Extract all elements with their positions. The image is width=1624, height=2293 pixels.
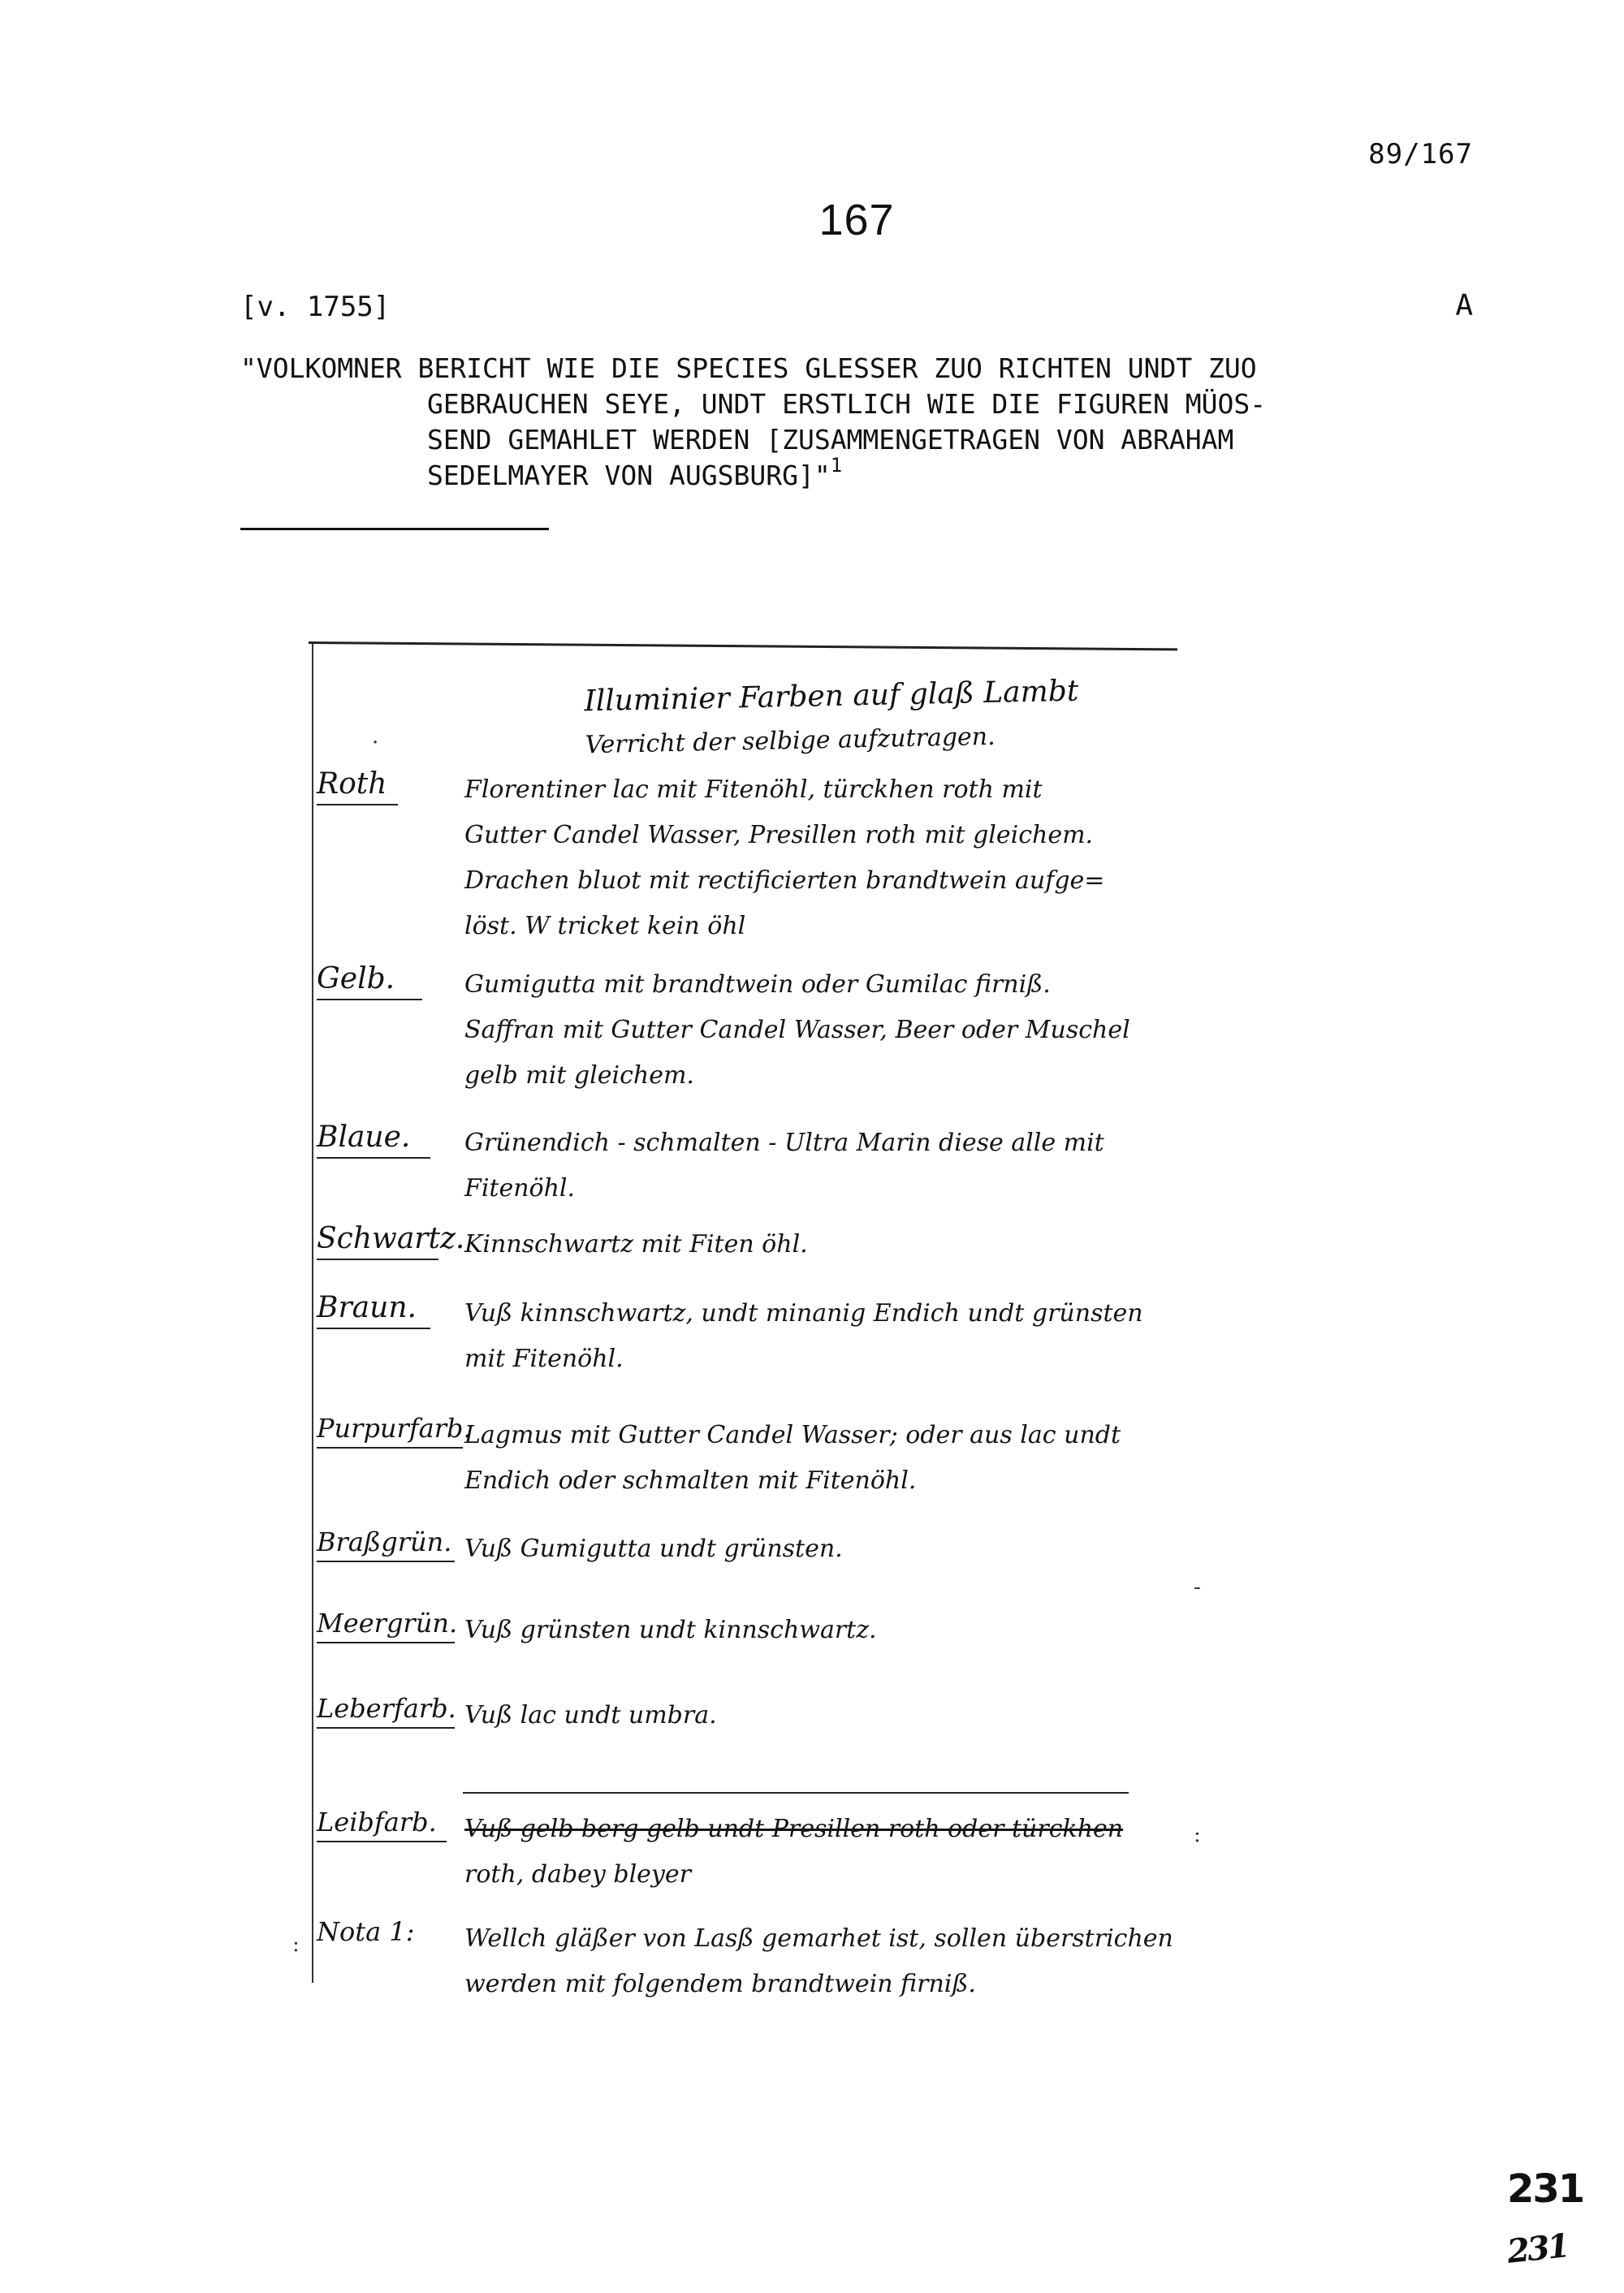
manuscript-heading-line-2: Verricht der selbige aufzutragen. [585, 722, 996, 760]
page-number: 167 [818, 196, 895, 244]
recipe-line: Vuß kinnschwartz, undt minanig Endich undt grünsten [464, 1299, 1143, 1328]
recipe-text [464, 1807, 1195, 1898]
recipe-line: werden mit folgendem brandtwein firniß. [464, 1970, 976, 1998]
recipe-line: Vuß Gumigutta undt grünsten. [464, 1535, 843, 1563]
footnote-separator-rule [240, 528, 549, 530]
manuscript-scan [268, 633, 1226, 2014]
recipe-line: Florentiner lac mit Fitenöhl, türckhen roth mit [464, 775, 1043, 804]
recipe-text [464, 1916, 1195, 2007]
recipe-line: Saffran mit Gutter Candel Wasser, Beer oder Muschel [464, 1016, 1130, 1044]
date-label: [v. 1755] [240, 291, 391, 323]
recipe-label: Nota 1: [317, 1916, 415, 1947]
manuscript-heading [584, 668, 1154, 768]
ink-speck: · [372, 731, 379, 755]
title-line-1: "VOLKOMNER BERICHT WIE DIE SPECIES GLESSER ZUO RICHTEN UNDT ZUO [240, 352, 1257, 384]
recipe-line: Grünendich - schmalten - Ultra Marin diese alle mit [464, 1129, 1104, 1157]
ink-speck: : [292, 1932, 300, 1957]
recipe-line: Lagmus mit Gutter Candel Wasser; oder aus lac undt [464, 1421, 1121, 1449]
recipe-line: Kinnschwartz mit Fiten öhl. [464, 1230, 808, 1259]
recipe-entry-blaue [317, 1121, 1202, 1218]
recipe-label: Braßgrün. [317, 1527, 455, 1562]
recipe-label: Roth [317, 767, 398, 805]
recipe-line: gelb mit gleichem. [464, 1061, 694, 1090]
manuscript-heading-line-1: Illuminier Farben auf glaß Lambt [584, 674, 1079, 719]
recipe-entry-meergruen [317, 1608, 1202, 1665]
recipe-label: Leberfarb. [317, 1693, 455, 1729]
struck-text: Vuß gelb berg gelb undt Presillen roth oder türckhen [464, 1815, 1124, 1843]
recipe-line: Gumigutta mit brandtwein oder Gumilac firniß. [464, 970, 1051, 999]
recipe-line: Drachen bluot mit rectificierten brandtwein aufge= [464, 866, 1105, 895]
footnote-marker: 1 [830, 454, 843, 477]
recipe-line: Endich oder schmalten mit Fitenöhl. [464, 1466, 917, 1495]
recipe-text [464, 1693, 1195, 1738]
recipe-line: roth, dabey bleyer [464, 1860, 691, 1889]
recipe-label: Blaue. [317, 1121, 430, 1159]
title-line-3: SEND GEMAHLET WERDEN [ZUSAMMENGETRAGEN VON ABRAHAM [427, 424, 1234, 456]
recipe-text [464, 1222, 1195, 1267]
title-line-4-text: SEDELMAYER VON AUGSBURG]" [427, 460, 831, 491]
recipe-label: Meergrün. [317, 1608, 455, 1643]
recipe-text [464, 1121, 1195, 1211]
recipe-entry-leberfarb [317, 1693, 1202, 1750]
manuscript-top-edge [309, 641, 1177, 650]
recipe-line: Vuß lac undt umbra. [464, 1701, 717, 1729]
recipe-label: Gelb. [317, 962, 422, 1000]
recipe-label: Leibfarb. [317, 1807, 447, 1842]
recipe-text [464, 1413, 1195, 1504]
recipe-entry-schwartz [317, 1222, 1202, 1279]
recipe-entry-roth [317, 767, 1202, 962]
archive-folio-number: 231 [1507, 2166, 1584, 2212]
recipe-entry-gelb [317, 962, 1202, 1108]
recipe-text [464, 767, 1195, 949]
recipe-label: Purpurfarb. [317, 1413, 463, 1449]
document-title [240, 351, 1483, 494]
title-line-4 [240, 454, 1483, 494]
recipe-line: mit Fitenöhl. [464, 1345, 624, 1373]
section-letter: A [1455, 289, 1473, 322]
recipe-line: löst. W tricket kein öhl [464, 912, 746, 940]
document-reference: 89/167 [1368, 138, 1473, 171]
ink-speck: : [1194, 1823, 1201, 1847]
manuscript-left-edge [312, 643, 313, 1983]
recipe-text [464, 1608, 1195, 1653]
recipe-line: Wellch gläßer von Lasß gemarhet ist, sollen überstrichen [464, 1924, 1173, 1953]
archive-folio-number-handwritten: 231 [1505, 2226, 1570, 2271]
recipe-text [464, 962, 1195, 1099]
recipe-line: Vuß grünsten undt kinnschwartz. [464, 1616, 877, 1644]
recipe-entry-brassgruen [317, 1527, 1202, 1583]
recipe-text [464, 1291, 1195, 1382]
recipe-label: Schwartz. [317, 1222, 438, 1260]
title-line-2: GEBRAUCHEN SEYE, UNDT ERSTLICH WIE DIE FIGUREN MÜOS- [427, 388, 1267, 420]
recipe-line: Gutter Candel Wasser, Presillen roth mit gleichem. [464, 821, 1094, 849]
recipe-line: Fitenöhl. [464, 1174, 576, 1203]
recipe-line [464, 1807, 1195, 1852]
recipe-entry-braun [317, 1291, 1202, 1388]
ink-speck: - [1194, 1575, 1201, 1600]
recipe-text [464, 1527, 1195, 1572]
recipe-entry-leibfarb [317, 1807, 1202, 1904]
recipe-entry-nota [317, 1916, 1202, 2014]
recipe-entry-purpurfarb [317, 1413, 1202, 1510]
recipe-label: Braun. [317, 1291, 430, 1329]
manuscript-divider [463, 1792, 1129, 1794]
